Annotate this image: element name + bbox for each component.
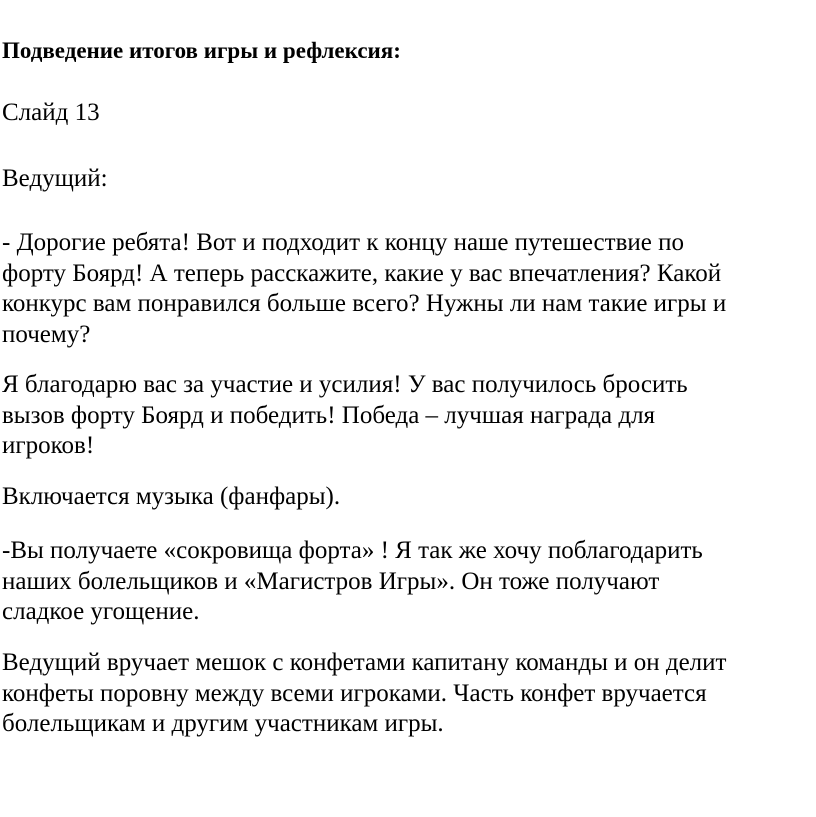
paragraph-line: конфеты поровну между всеми игроками. Часть конфет вручается [2,679,707,707]
paragraph-candy [2,648,814,740]
paragraph-line: наших болельщиков и «Магистров Игры». Он тоже получают [2,567,660,595]
paragraph-treasures [2,536,814,628]
paragraph-line: Включается музыка (фанфары). [2,483,341,510]
paragraph-line: игроков! [2,432,95,459]
paragraph-line: Ведущий вручает мешок с конфетами капитану команды и он делит [2,649,727,676]
paragraph-line: Я благодарю вас за участие и усилия! У вас получилось бросить [2,371,688,398]
slide-number: Слайд 13 [2,99,100,126]
paragraph-line: вызов форту Боярд и победить! Победа – лучшая награда для [2,401,656,429]
paragraph-line: сладкое угощение. [2,598,200,625]
paragraph-line: болельщикам и другим участникам игры. [2,710,444,737]
paragraph-music [2,482,814,513]
paragraph-line: -Вы получаете «сокровища форта» ! Я так же хочу поблагодарить [2,537,703,564]
paragraph-line: почему? [2,320,91,348]
paragraph-thanks [2,370,814,462]
paragraph-host-speech [2,228,814,350]
document-heading: Подведение итогов игры и рефлексия: [2,38,401,63]
paragraph-line: форту Боярд! А теперь расскажите, какие у вас впечатления? Какой [2,259,722,287]
speaker-label: Ведущий: [2,165,108,192]
paragraph-line: конкурс вам понравился больше всего? Нужны ли нам такие игры и [2,290,727,317]
paragraph-line: - Дорогие ребята! Вот и подходит к концу наше путешествие по [2,229,684,256]
